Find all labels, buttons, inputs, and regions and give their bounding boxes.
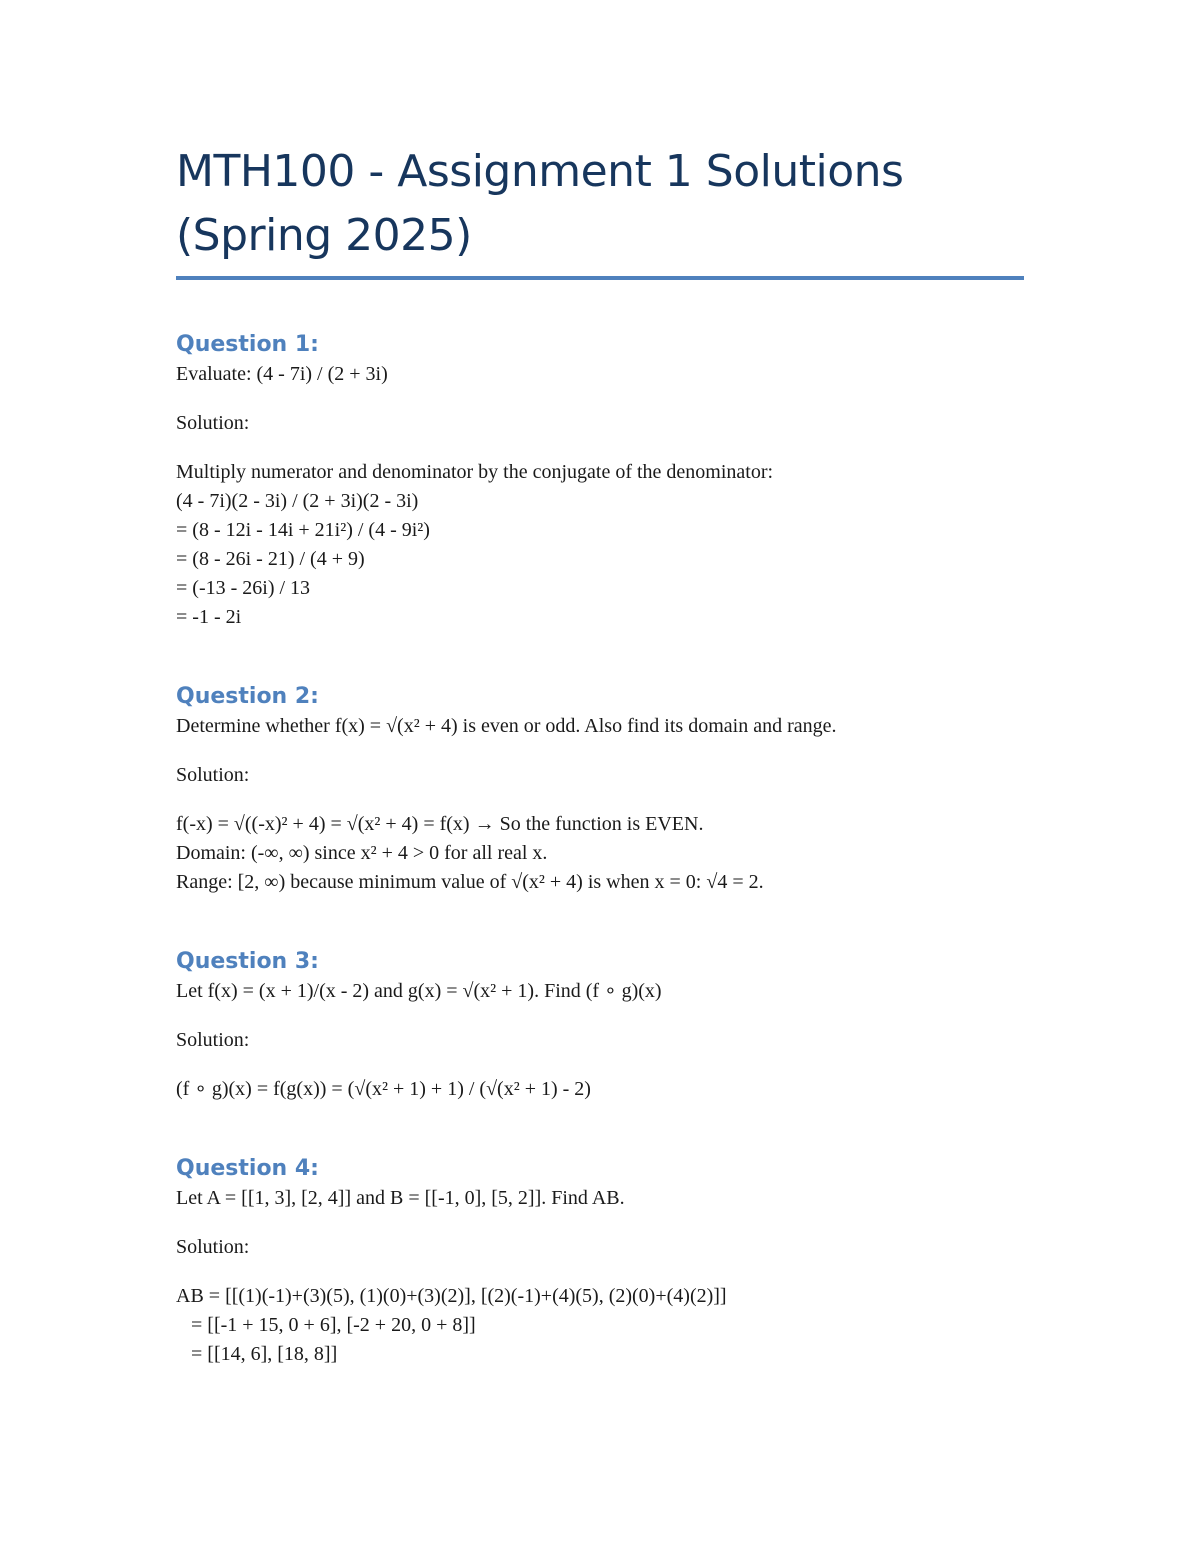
solution-label: Solution:	[176, 1236, 250, 1258]
solution-line: Range: [2, ∞) because minimum value of √(x² + 4) is when x = 0: √4 = 2.	[176, 871, 764, 893]
solution-line: (4 - 7i)(2 - 3i) / (2 + 3i)(2 - 3i)	[176, 490, 419, 512]
question-1	[176, 330, 1024, 632]
document-title	[176, 140, 1024, 268]
solution-line: = [[-1 + 15, 0 + 6], [-2 + 20, 0 + 8]]	[176, 1314, 476, 1336]
solution-line: = (8 - 26i - 21) / (4 + 9)	[176, 548, 365, 570]
solution-line: = [[14, 6], [18, 8]]	[176, 1343, 338, 1365]
question-prompt: Let f(x) = (x + 1)/(x - 2) and g(x) = √(x² + 1). Find (f ∘ g)(x)	[176, 980, 662, 1002]
question-4	[176, 1154, 1024, 1369]
question-heading: Question 3:	[176, 949, 319, 974]
question-prompt: Let A = [[1, 3], [2, 4]] and B = [[-1, 0], [5, 2]]. Find AB.	[176, 1187, 625, 1209]
title-line-1: MTH100 - Assignment 1 Solutions	[176, 146, 904, 197]
question-prompt: Evaluate: (4 - 7i) / (2 + 3i)	[176, 363, 388, 385]
question-prompt: Determine whether f(x) = √(x² + 4) is even or odd. Also find its domain and range.	[176, 715, 837, 737]
question-3	[176, 947, 1024, 1104]
solution-line: f(-x) = √((-x)² + 4) = √(x² + 4) = f(x) → So the function is EVEN.	[176, 813, 704, 835]
question-heading: Question 2:	[176, 684, 319, 709]
question-heading: Question 1:	[176, 332, 319, 357]
question-heading: Question 4:	[176, 1156, 319, 1181]
question-2	[176, 682, 1024, 897]
solution-line: = (8 - 12i - 14i + 21i²) / (4 - 9i²)	[176, 519, 430, 541]
solution-label: Solution:	[176, 1029, 250, 1051]
title-line-2: (Spring 2025)	[176, 210, 472, 261]
document-page	[176, 140, 1024, 1369]
solution-label: Solution:	[176, 412, 250, 434]
solution-line: (f ∘ g)(x) = f(g(x)) = (√(x² + 1) + 1) / (√(x² + 1) - 2)	[176, 1078, 591, 1100]
solution-label: Solution:	[176, 764, 250, 786]
solution-line: = -1 - 2i	[176, 606, 242, 628]
solution-line: Domain: (-∞, ∞) since x² + 4 > 0 for all real x.	[176, 842, 548, 864]
solution-line: Multiply numerator and denominator by the conjugate of the denominator:	[176, 461, 774, 483]
solution-line: AB = [[(1)(-1)+(3)(5), (1)(0)+(3)(2)], [(2)(-1)+(4)(5), (2)(0)+(4)(2)]]	[176, 1285, 727, 1307]
solution-line: = (-13 - 26i) / 13	[176, 577, 311, 599]
